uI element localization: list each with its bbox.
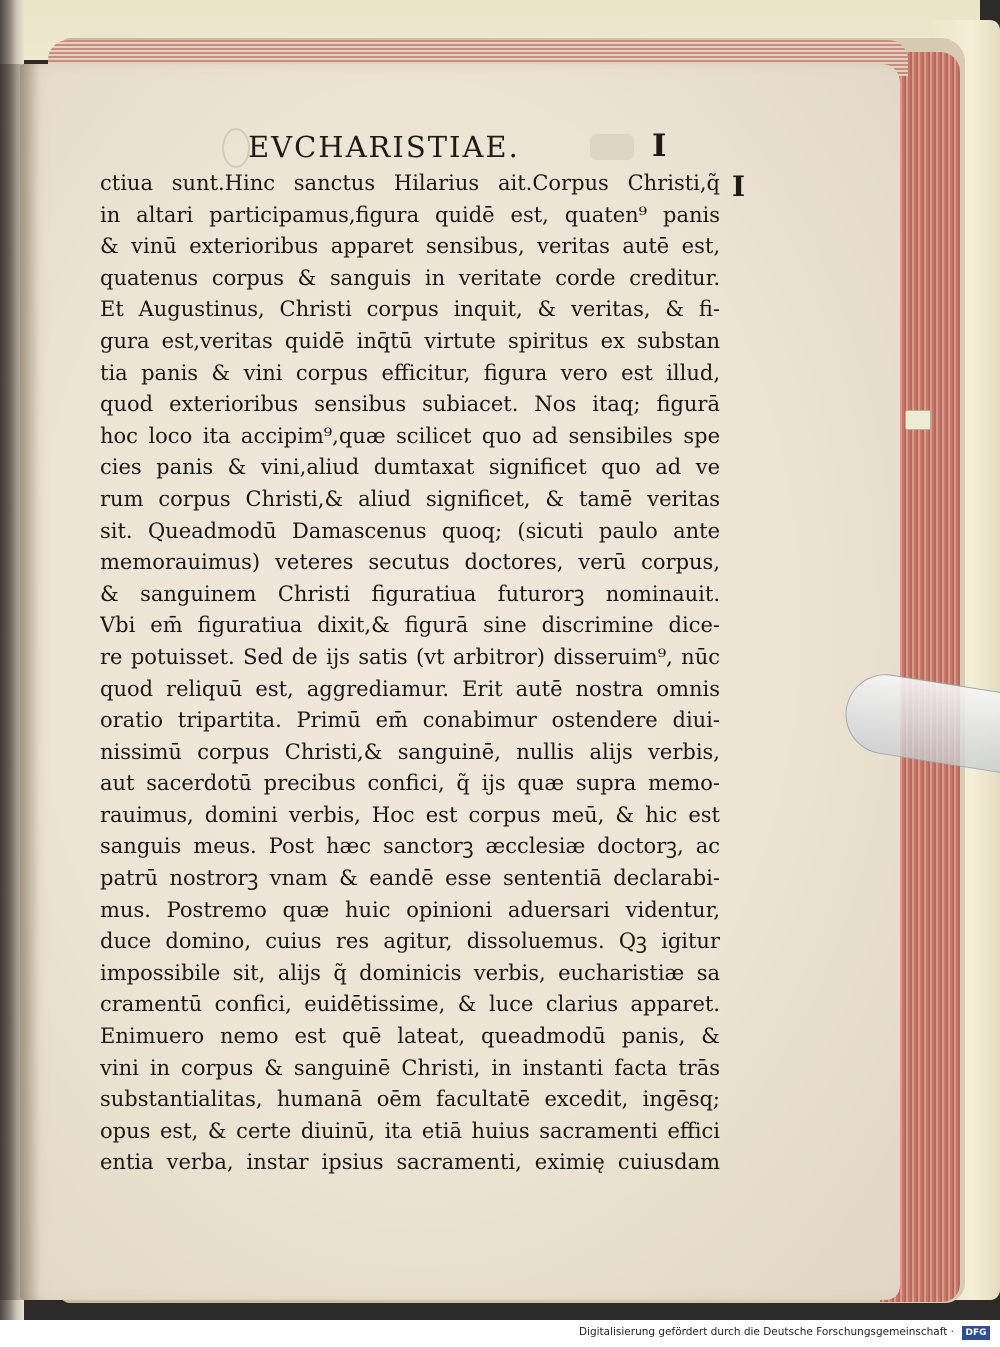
margin-note: I [732,170,746,203]
text-line: ctiua sunt.Hinc sanctus Hilarius ait.Corpus Christi,q̃ [100,171,720,195]
text-line: substantialitas, humanā oēm facultatē excedit, ingēsq; [100,1087,720,1112]
show-through-mark [590,134,634,160]
credit-bar [0,1320,1000,1347]
running-head: EVCHARISTIAE. [248,130,520,164]
text-line: cies panis & vini,aliud dumtaxat significet quo ad ve [100,455,720,480]
dfg-logo: DFG [962,1326,990,1340]
folio-mark: I [652,128,667,164]
text-line: gura est,veritas quidē inq̄tū virtute spiritus ex substan [100,328,720,353]
text-line: quod reliquū est, aggrediamur. Erit autē nostra omnis [100,676,720,701]
text-line: tia panis & vini corpus efficitur, figura vero est illud, [100,360,720,385]
text-line: duce domino, cuius res agitur, dissoluemus. Qꝫ igitur [100,929,720,954]
text-line: oratio tripartita. Primū em̄ conabimur ostendere diui- [100,708,720,733]
text-line: rauimus, domini verbis, Hoc est corpus meū, & hic est [100,802,720,827]
text-line: entia verba, instar ipsius sacramenti, eximię cuiusdam [100,1150,720,1175]
bookmark-ribbon [905,410,931,430]
text-line: sanguis meus. Post hæc sanctorꝫ æcclesiæ doctorꝫ, ac [100,834,720,859]
text-line: hoc loco ita accipim⁹,quæ scilicet quo ad sensibiles spe [100,423,720,448]
text-line: mus. Postremo quæ huic opinioni aduersari videntur, [100,897,720,922]
text-line: cramentū confici, euidētissime, & luce clarius apparet. [100,992,720,1017]
text-line: in altari participamus,figura quidē est, quaten⁹ panis [100,202,720,227]
text-line: vini in corpus & sanguinē Christi, in instanti facta trās [100,1055,720,1080]
text-line: impossibile sit, alijs q̃ dominicis verbis, eucharistiæ sa [100,960,720,985]
text-line: quod exterioribus sensibus subiacet. Nos itaq; figurā [100,392,720,417]
text-line: Et Augustinus, Christi corpus inquit, & veritas, & fi- [100,297,720,322]
text-line: rum corpus Christi,& aliud significet, & tamē veritas [100,486,720,511]
text-line: sit. Queadmodū Damascenus quoq; (sicuti paulo ante [100,518,720,543]
text-line: quatenus corpus & sanguis in veritate corde creditur. [100,265,720,290]
body-text [100,168,720,1179]
text-line: patrū nostrorꝫ vnam & eandē esse sententiā declarabi- [100,866,720,891]
text-line: Enimuero nemo est quē lateat, queadmodū panis, & [100,1024,720,1049]
text-line: opus est, & certe diuinū, ita etiā huius sacramenti effici [100,1118,720,1143]
text-line: memorauimus) veteres secutus doctores, verū corpus, [100,550,720,575]
text-line: Vbi em̄ figuratiua dixit,& figurā sine discrimine dice- [100,613,720,638]
text-line: nissimū corpus Christi,& sanguinē, nullis alijs verbis, [100,739,720,764]
credit-text: Digitalisierung gefördert durch die Deutsche Forschungsgemeinschaft · [578,1326,954,1338]
text-line: & vinū exterioribus apparet sensibus, veritas autē est, [100,234,720,259]
text-line: aut sacerdotū precibus confici, q̃ ijs quæ supra memo- [100,771,720,796]
text-line: re potuisset. Sed de ijs satis (vt arbitror) disseruim⁹, nūc [100,644,720,669]
show-through-mark [222,128,250,168]
gutter-shadow [0,64,40,1300]
text-line: & sanguinem Christi figuratiua futurorꝫ nominauit. [100,581,720,606]
